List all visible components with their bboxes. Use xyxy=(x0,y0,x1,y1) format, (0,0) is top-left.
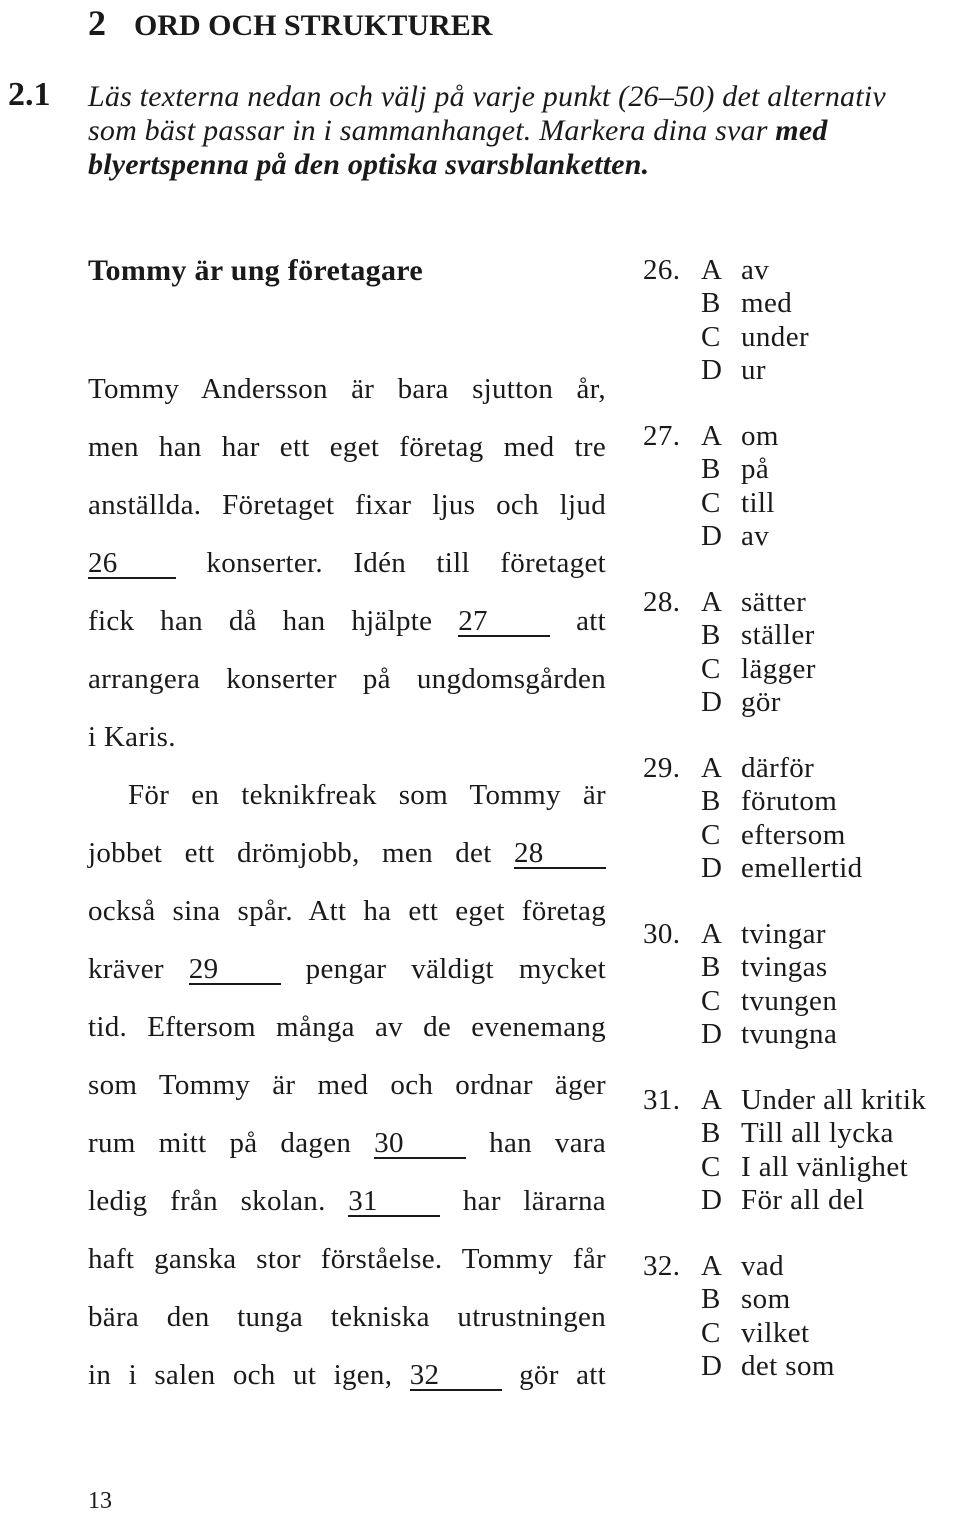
option-letter: C xyxy=(701,1316,721,1349)
text-segment: rum mitt på dagen xyxy=(88,1127,352,1159)
option-text: det som xyxy=(741,1349,835,1382)
option-text: I all vänlighet xyxy=(741,1150,909,1183)
text-segment: han vara xyxy=(489,1127,606,1159)
option-letter: A xyxy=(701,918,723,950)
instruction-line-2: som bäst passar in i sammanhanget. Markera dina svar xyxy=(88,114,776,147)
option-text: vilket xyxy=(741,1316,810,1349)
option-text: på xyxy=(741,453,770,486)
option-text: tvungen xyxy=(741,984,838,1017)
option-letter: D xyxy=(701,851,723,884)
section-number: 2.1 xyxy=(8,76,51,113)
section-instruction xyxy=(88,80,960,182)
text-segment: men han har ett eget företag med tre xyxy=(88,431,606,463)
option-text: Till all lycka xyxy=(741,1117,894,1150)
text-segment: att xyxy=(576,605,606,637)
text-line xyxy=(88,1183,606,1219)
blank-gap-32: 32 xyxy=(410,1361,502,1391)
text-segment: haft ganska stor förståelse. Tommy får xyxy=(88,1243,606,1275)
option-text: sätter xyxy=(741,586,807,618)
blank-gap-29: 29 xyxy=(189,955,281,985)
option-text: av xyxy=(741,254,770,286)
option-text: ur xyxy=(741,353,766,386)
text-line xyxy=(88,1241,606,1277)
text-segment: har lärarna xyxy=(462,1185,606,1217)
option-letter: A xyxy=(701,1250,723,1282)
blank-gap-31: 31 xyxy=(348,1187,440,1217)
text-line xyxy=(88,371,606,407)
text-line xyxy=(88,603,606,639)
blank-gap-30: 30 xyxy=(374,1129,466,1159)
instruction-bold-med: med xyxy=(775,114,828,147)
blank-gap-27: 27 xyxy=(458,607,550,637)
text-line xyxy=(88,1125,606,1161)
option-text: av xyxy=(741,519,770,552)
option-letter: A xyxy=(701,586,723,618)
text-line xyxy=(88,1299,606,1335)
option-letter: A xyxy=(701,420,723,452)
text-segment: bära den tunga tekniska utrustningen xyxy=(88,1301,606,1333)
question-number: 32. xyxy=(643,1250,681,1282)
text-segment: jobbet ett drömjobb, men det xyxy=(88,837,492,869)
option-text: tvungna xyxy=(741,1017,838,1050)
question-number: 27. xyxy=(643,420,681,452)
text-segment: anställda. Företaget fixar ljus och ljud xyxy=(88,489,606,521)
option-text: under xyxy=(741,320,810,353)
option-text: tvingas xyxy=(741,951,828,984)
text-segment: gör att xyxy=(519,1359,606,1391)
option-text: lägger xyxy=(741,652,816,685)
text-segment: fick han då han hjälpte xyxy=(88,605,433,637)
text-segment: också sina spår. Att ha ett eget företag xyxy=(88,895,606,927)
option-letter: D xyxy=(701,353,723,386)
option-text: som xyxy=(741,1283,791,1316)
text-segment: arrangera konserter på ungdomsgården xyxy=(88,663,606,695)
text-title: Tommy är ung företagare xyxy=(88,254,423,287)
option-letter: B xyxy=(701,951,721,984)
chapter-number: 2 xyxy=(88,3,106,43)
text-line xyxy=(88,661,606,697)
text-segment: tid. Eftersom många av de evenemang xyxy=(88,1011,606,1043)
option-letter: A xyxy=(701,1084,723,1116)
text-line xyxy=(88,1067,606,1103)
option-text: Under all kritik xyxy=(741,1084,927,1116)
text-segment: konserter. Idén till företaget xyxy=(206,547,606,579)
option-letter: B xyxy=(701,1283,721,1316)
option-letter: C xyxy=(701,984,721,1017)
option-letter: B xyxy=(701,619,721,652)
text-segment: För en teknikfreak som Tommy är xyxy=(128,779,606,811)
option-letter: B xyxy=(701,453,721,486)
option-letter: B xyxy=(701,1117,721,1150)
page-number: 13 xyxy=(88,1488,112,1514)
option-letter: C xyxy=(701,320,721,353)
option-text: ställer xyxy=(741,619,815,652)
option-letter: B xyxy=(701,785,721,818)
option-letter: D xyxy=(701,519,723,552)
question-number: 31. xyxy=(643,1084,681,1116)
option-text: För all del xyxy=(741,1183,865,1216)
text-line xyxy=(88,429,606,465)
text-line xyxy=(88,545,606,581)
text-segment: Tommy Andersson är bara sjutton år, xyxy=(88,373,606,405)
text-line xyxy=(88,487,606,523)
question-number: 29. xyxy=(643,752,681,784)
option-text: med xyxy=(741,287,793,320)
text-line xyxy=(88,1357,606,1393)
chapter-heading xyxy=(88,2,492,44)
text-segment: in i salen och ut igen, xyxy=(88,1359,393,1391)
chapter-title: ORD OCH STRUKTURER xyxy=(134,9,493,42)
question-number: 26. xyxy=(643,254,681,286)
text-segment: kräver xyxy=(88,953,164,985)
instruction-line-3: blyertspenna på den optiska svarsblanketten. xyxy=(88,148,650,181)
text-segment: i Karis. xyxy=(88,721,176,753)
text-line xyxy=(88,719,606,755)
option-text: därför xyxy=(741,752,815,784)
option-letter: D xyxy=(701,685,723,718)
option-letter: A xyxy=(701,254,723,286)
question-number: 30. xyxy=(643,918,681,950)
instruction-line-1: Läs texterna nedan och välj på varje punkt (26–50) det alternativ xyxy=(88,80,886,113)
option-text: gör xyxy=(741,685,781,718)
option-text: vad xyxy=(741,1250,785,1282)
blank-gap-28: 28 xyxy=(514,839,606,869)
option-letter: C xyxy=(701,652,721,685)
option-text: förutom xyxy=(741,785,838,818)
option-letter: D xyxy=(701,1183,723,1216)
text-line xyxy=(88,835,606,871)
option-letter: C xyxy=(701,1150,721,1183)
text-line xyxy=(88,893,606,929)
text-segment: som Tommy är med och ordnar äger xyxy=(88,1069,606,1101)
option-letter: C xyxy=(701,818,721,851)
option-text: till xyxy=(741,486,775,519)
question-number: 28. xyxy=(643,586,681,618)
option-letter: C xyxy=(701,486,721,519)
option-letter: D xyxy=(701,1349,723,1382)
option-letter: A xyxy=(701,752,723,784)
option-letter: D xyxy=(701,1017,723,1050)
text-segment: ledig från skolan. xyxy=(88,1185,326,1217)
option-text: om xyxy=(741,420,779,452)
option-text: tvingar xyxy=(741,918,826,950)
blank-gap-26: 26 xyxy=(88,549,176,579)
text-line xyxy=(128,777,606,813)
text-line xyxy=(88,1009,606,1045)
text-segment: pengar väldigt mycket xyxy=(305,953,606,985)
option-text: eftersom xyxy=(741,818,846,851)
text-line xyxy=(88,951,606,987)
option-letter: B xyxy=(701,287,721,320)
option-text: emellertid xyxy=(741,851,863,884)
